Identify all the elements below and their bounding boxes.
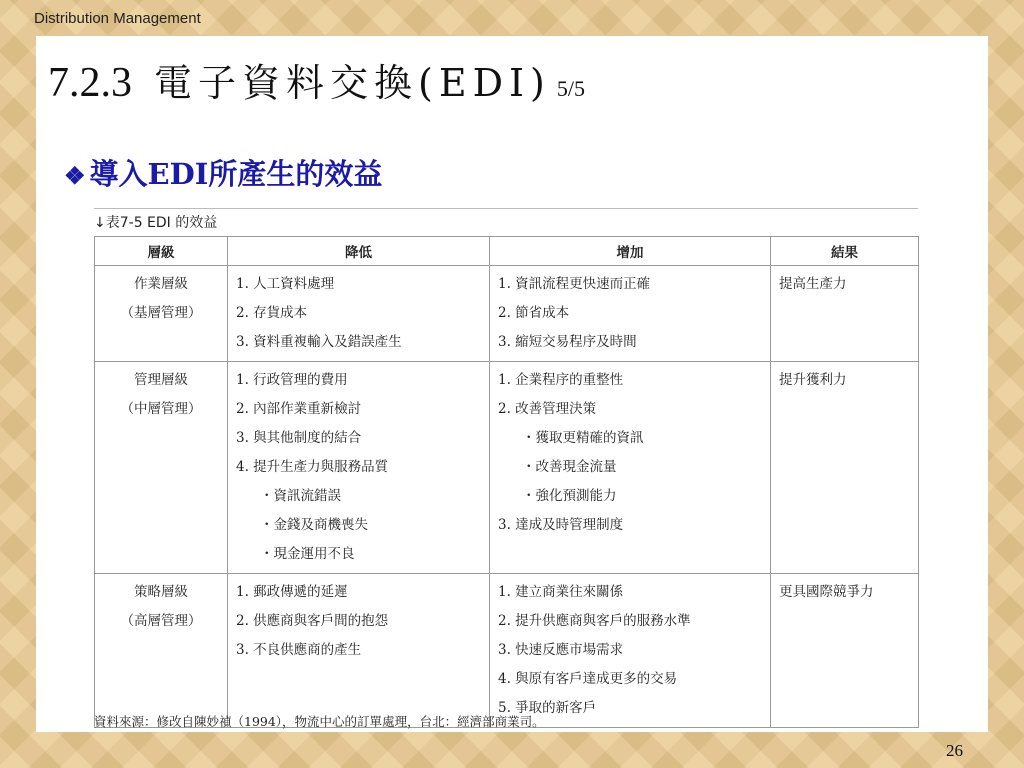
level-cell bbox=[95, 266, 228, 362]
edi-benefits-table bbox=[94, 236, 919, 728]
table-caption: ↓表7-5 EDI 的效益 bbox=[94, 208, 918, 232]
list-item: 2. 供應商與客戶間的抱怨 bbox=[236, 613, 389, 629]
list-subitem: ・現金運用不良 bbox=[260, 546, 355, 562]
list-subitem: ・改善現金流量 bbox=[522, 459, 617, 475]
page-number: 26 bbox=[946, 741, 963, 760]
level-cell bbox=[95, 362, 228, 574]
diamond-bullet-icon: ❖ bbox=[64, 161, 86, 190]
table-row bbox=[95, 574, 919, 728]
bullet-heading bbox=[64, 152, 382, 193]
title-text: 電子資料交換(EDI) bbox=[154, 61, 551, 105]
header-label: Distribution Management bbox=[34, 10, 201, 27]
list-item: 2. 提升供應商與客戶的服務水準 bbox=[498, 613, 691, 629]
reduce-cell bbox=[228, 574, 490, 728]
section-number: 7.2.3 bbox=[48, 60, 132, 106]
bullet-text: 導入EDI所產生的效益 bbox=[89, 157, 383, 191]
list-item: 3. 縮短交易程序及時間 bbox=[498, 334, 637, 350]
result-cell bbox=[771, 266, 919, 362]
header-result: 結果 bbox=[771, 237, 919, 266]
result-text: 更具國際競爭力 bbox=[779, 584, 874, 600]
list-item: 2. 節省成本 bbox=[498, 305, 570, 321]
result-text: 提高生產力 bbox=[779, 276, 847, 292]
slide-title bbox=[48, 52, 585, 107]
level-scope: （中層管理） bbox=[120, 401, 202, 417]
list-subitem: ・強化預測能力 bbox=[522, 488, 617, 504]
list-item: 1. 人工資料處理 bbox=[236, 276, 335, 292]
header-reduce: 降低 bbox=[228, 237, 490, 266]
result-text: 提升獲利力 bbox=[779, 372, 847, 388]
list-item: 2. 內部作業重新檢討 bbox=[236, 401, 362, 417]
increase-cell bbox=[490, 266, 771, 362]
level-name: 管理層級 bbox=[134, 372, 188, 388]
increase-cell bbox=[490, 362, 771, 574]
list-item: 3. 達成及時管理制度 bbox=[498, 517, 624, 533]
list-item: 1. 行政管理的費用 bbox=[236, 372, 348, 388]
list-subitem: ・資訊流錯誤 bbox=[260, 488, 341, 504]
table-header-row bbox=[95, 237, 919, 266]
level-scope: （基層管理） bbox=[120, 305, 202, 321]
slide-page-indicator: 5/5 bbox=[556, 76, 585, 101]
list-item: 4. 提升生產力與服務品質 bbox=[236, 459, 389, 475]
list-item: 3. 快速反應市場需求 bbox=[498, 642, 624, 658]
level-cell bbox=[95, 574, 228, 728]
list-item: 3. 資料重複輸入及錯誤產生 bbox=[236, 334, 402, 350]
list-item: 1. 建立商業往來關係 bbox=[498, 584, 624, 600]
table-row bbox=[95, 362, 919, 574]
header-increase: 增加 bbox=[490, 237, 771, 266]
reduce-cell bbox=[228, 362, 490, 574]
source-note: 資料來源：修改自陳妙禎（1994），物流中心的訂單處理，台北：經濟部商業司。 bbox=[94, 714, 545, 729]
result-cell bbox=[771, 574, 919, 728]
list-item: 2. 存貨成本 bbox=[236, 305, 308, 321]
list-item: 1. 資訊流程更快速而正確 bbox=[498, 276, 651, 292]
list-item: 4. 與原有客戶達成更多的交易 bbox=[498, 671, 678, 687]
level-scope: （高層管理） bbox=[120, 613, 202, 629]
result-cell bbox=[771, 362, 919, 574]
list-item: 1. 郵政傳遞的延遲 bbox=[236, 584, 348, 600]
header-level: 層級 bbox=[95, 237, 228, 266]
reduce-cell bbox=[228, 266, 490, 362]
level-name: 作業層級 bbox=[134, 276, 188, 292]
list-item: 2. 改善管理決策 bbox=[498, 401, 597, 417]
table-row bbox=[95, 266, 919, 362]
list-item: 1. 企業程序的重整性 bbox=[498, 372, 624, 388]
list-item: 3. 與其他制度的結合 bbox=[236, 430, 362, 446]
list-item: 3. 不良供應商的產生 bbox=[236, 642, 362, 658]
level-name: 策略層級 bbox=[134, 584, 188, 600]
list-subitem: ・金錢及商機喪失 bbox=[260, 517, 368, 533]
list-subitem: ・獲取更精確的資訊 bbox=[522, 430, 644, 446]
increase-cell bbox=[490, 574, 771, 728]
list-item: 5. 爭取的新客戶 bbox=[498, 700, 597, 716]
